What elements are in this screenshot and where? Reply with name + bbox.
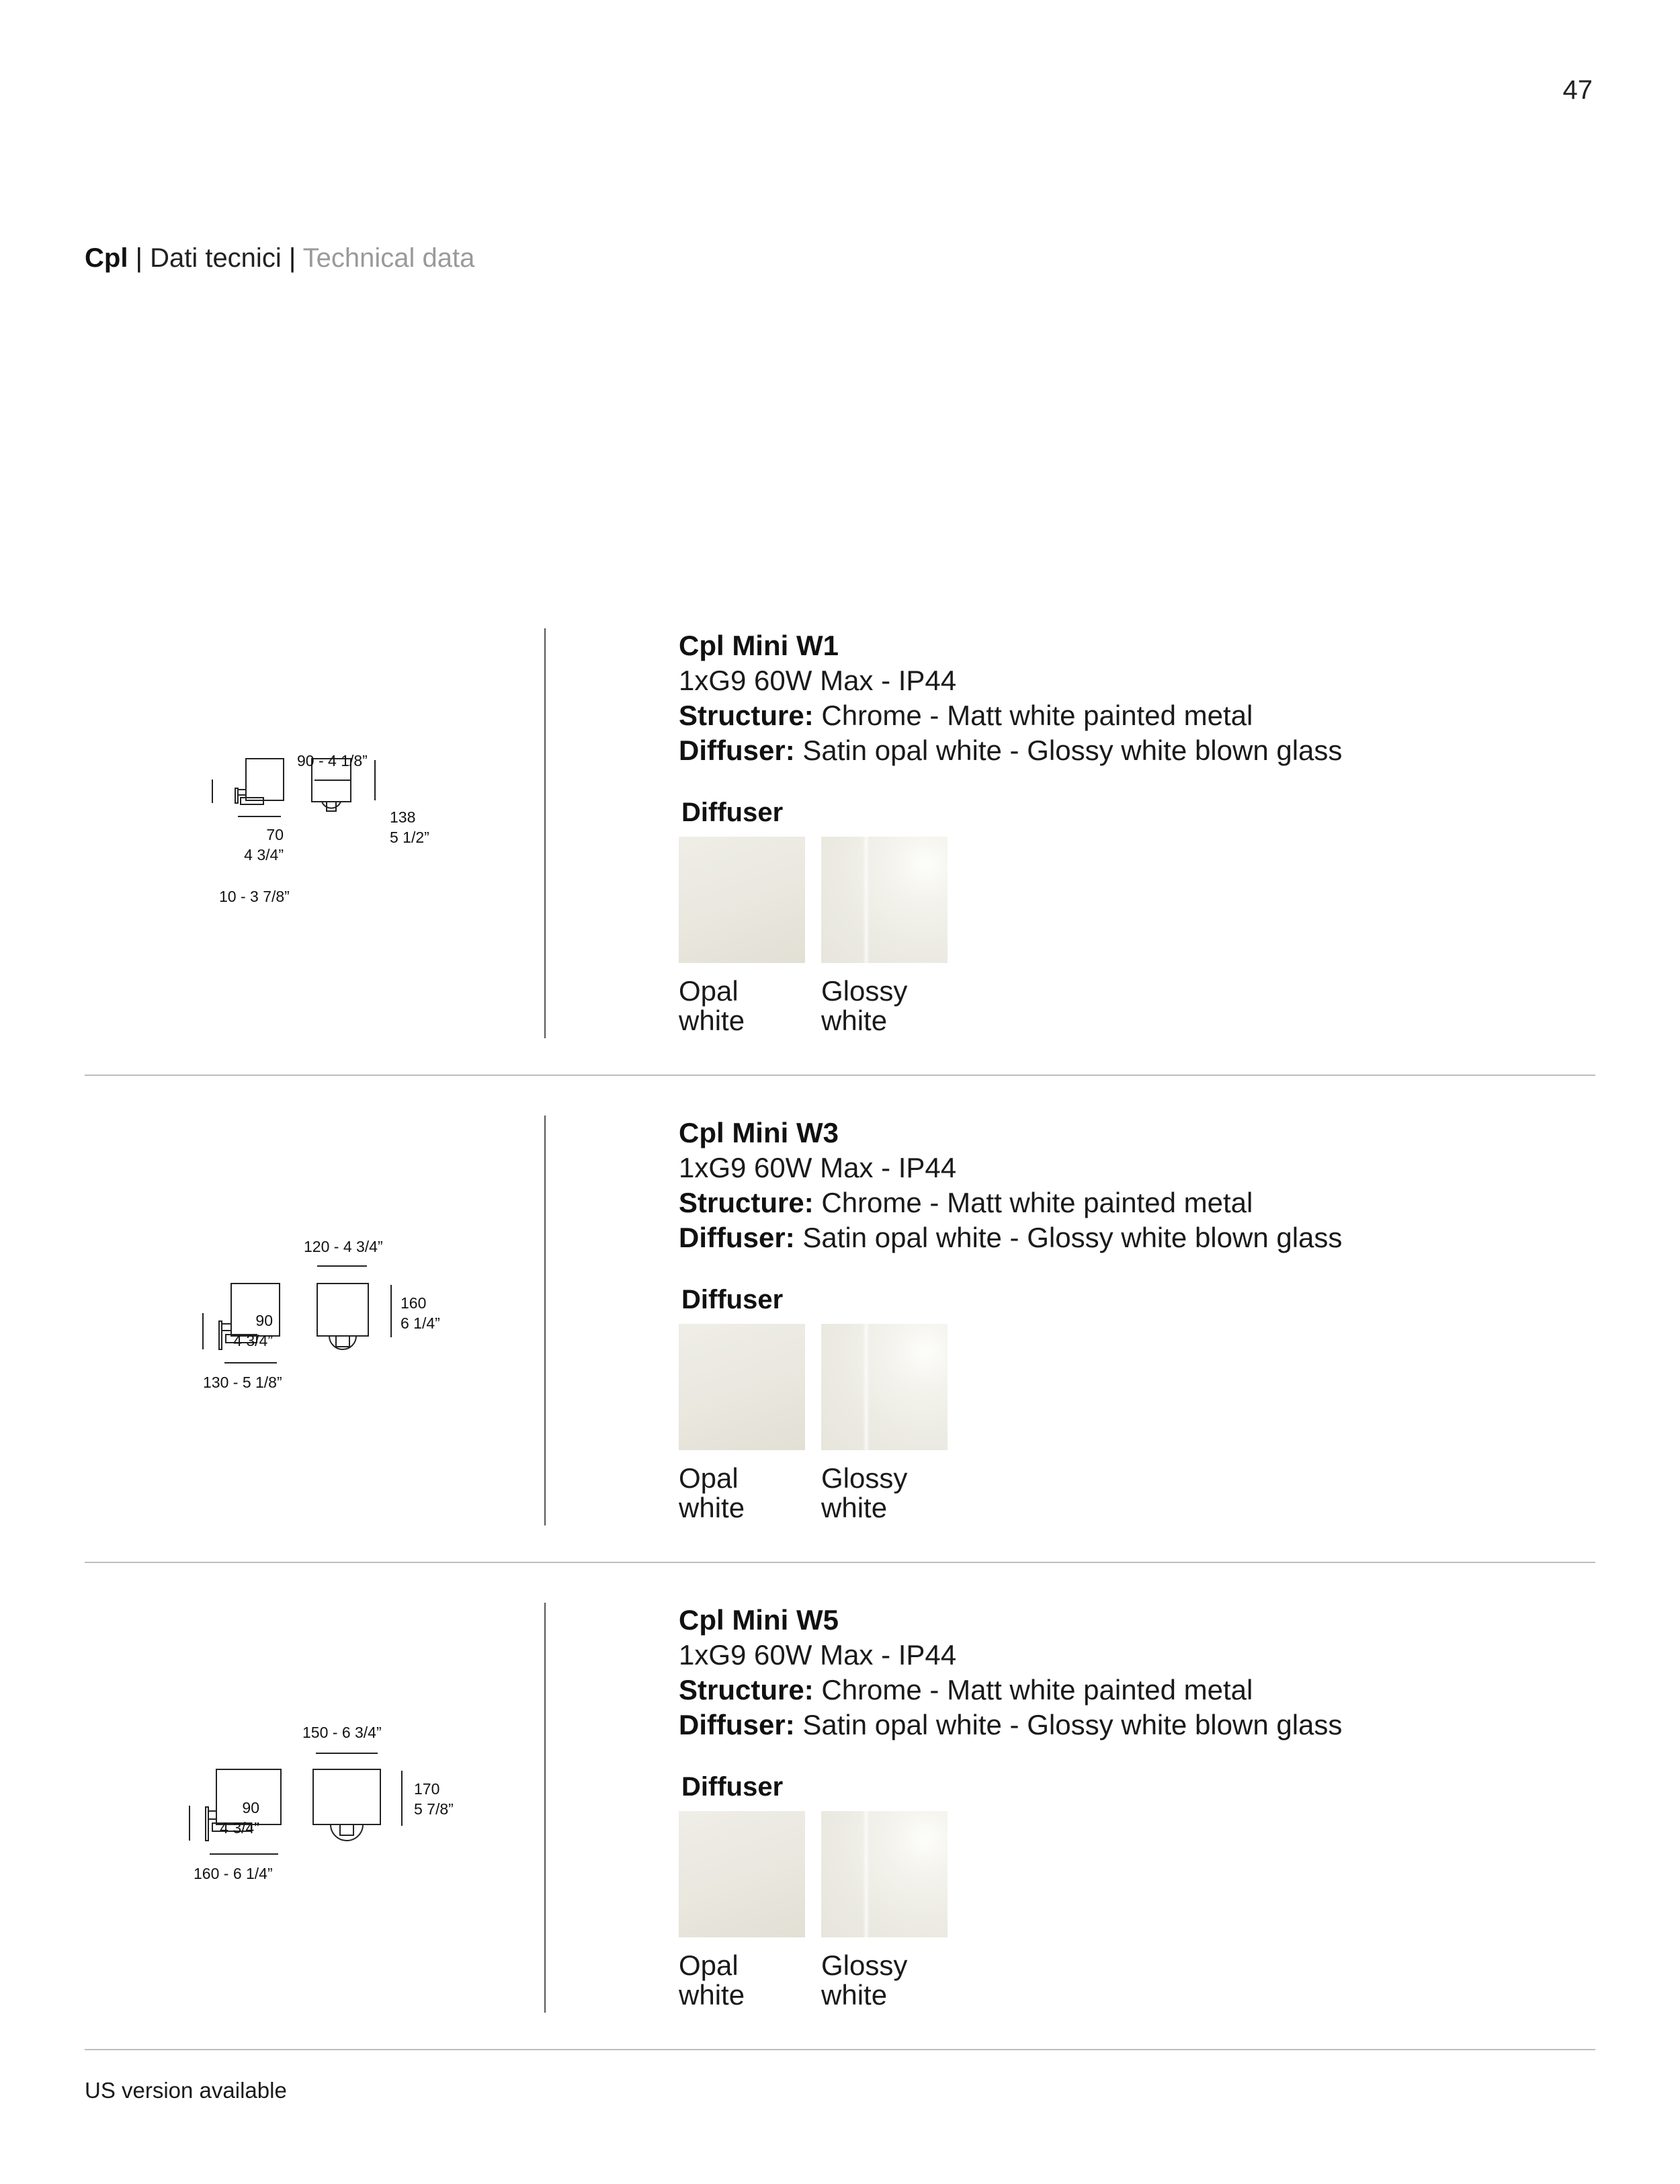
- divider-horizontal: [85, 2049, 1595, 2050]
- divider-vertical: [544, 1116, 546, 1525]
- product-diffuser: Diffuser: Satin opal white - Glossy white blown glass: [679, 1222, 1343, 1253]
- dim-height-in: 5 1/2”: [390, 829, 429, 846]
- dim-depth-in: 4 3/4”: [233, 1332, 273, 1349]
- dim-width: 120 - 4 3/4”: [304, 1238, 383, 1255]
- header-italian: Dati tecnici: [150, 243, 282, 273]
- swatch-label-glossy: Glossy white: [821, 1462, 908, 1523]
- dim-depth-mm: 70: [266, 826, 284, 843]
- header-separator: |: [288, 243, 296, 273]
- divider-vertical: [544, 628, 546, 1038]
- product-diffuser: Diffuser: Satin opal white - Glossy white blown glass: [679, 734, 1343, 766]
- swatch-label-glossy: Glossy white: [821, 1949, 908, 2011]
- product-section-w1: [85, 628, 1595, 1112]
- dim-height-in: 5 7/8”: [414, 1800, 454, 1818]
- product-info: [679, 628, 1552, 1036]
- product-structure: Structure: Chrome - Matt white painted metal: [679, 1187, 1253, 1218]
- product-info: [679, 1116, 1552, 1523]
- diffuser-title: Diffuser: [681, 798, 784, 827]
- dim-height-mm: 170: [414, 1780, 440, 1798]
- dim-base: 160 - 6 1/4”: [194, 1865, 273, 1882]
- swatch-opal-white: [679, 837, 805, 963]
- diffuser-title: Diffuser: [681, 1772, 784, 1802]
- dimension-drawing: [85, 628, 542, 1045]
- divider-horizontal: [85, 1075, 1595, 1076]
- swatch-label-glossy: Glossy white: [821, 975, 908, 1036]
- product-lamp: 1xG9 60W Max - IP44: [679, 1639, 957, 1671]
- product-lamp: 1xG9 60W Max - IP44: [679, 665, 957, 696]
- diffuser-title: Diffuser: [681, 1285, 784, 1314]
- swatch-glossy-white: [821, 1811, 948, 1937]
- dim-depth-in: 4 3/4”: [220, 1819, 259, 1837]
- product-info: [679, 1603, 1552, 2011]
- dim-height-mm: 160: [401, 1294, 427, 1312]
- swatch-opal-white: [679, 1324, 805, 1450]
- product-name: Cpl Mini W1: [679, 630, 839, 661]
- dim-depth-mm: 90: [255, 1312, 273, 1329]
- swatch-label-opal: Opal white: [679, 975, 745, 1036]
- dim-width: 150 - 6 3/4”: [302, 1724, 382, 1741]
- dimension-drawing: [85, 1603, 542, 2019]
- dim-depth-mm: 90: [242, 1799, 259, 1816]
- divider-vertical: [544, 1603, 546, 2013]
- page-number: 47: [1562, 75, 1593, 105]
- swatch-glossy-white: [821, 837, 948, 963]
- dim-depth-in: 4 3/4”: [244, 846, 284, 864]
- swatch-label-opal: Opal white: [679, 1949, 745, 2011]
- product-section-w5: [85, 1603, 1595, 2087]
- dim-height-in: 6 1/4”: [401, 1314, 440, 1332]
- dim-base: 130 - 5 1/8”: [203, 1374, 282, 1391]
- product-name: Cpl Mini W3: [679, 1117, 839, 1148]
- dim-height-mm: 138: [390, 808, 416, 826]
- dim-base: 10 - 3 7/8”: [219, 888, 290, 905]
- product-lamp: 1xG9 60W Max - IP44: [679, 1152, 957, 1183]
- product-name: Cpl Mini W5: [679, 1604, 839, 1636]
- header-brand: Cpl: [85, 243, 128, 273]
- divider-horizontal: [85, 1562, 1595, 1563]
- product-structure: Structure: Chrome - Matt white painted metal: [679, 700, 1253, 731]
- dimension-lines-icon: [85, 628, 542, 1045]
- swatch-opal-white: [679, 1811, 805, 1937]
- dimension-drawing: [85, 1116, 542, 1532]
- swatch-glossy-white: [821, 1324, 948, 1450]
- page-title: [85, 243, 474, 274]
- product-structure: Structure: Chrome - Matt white painted metal: [679, 1674, 1253, 1706]
- dim-width: 90 - 4 1/8”: [297, 752, 368, 769]
- header-separator: |: [135, 243, 142, 273]
- header-english: Technical data: [302, 243, 475, 273]
- product-diffuser: Diffuser: Satin opal white - Glossy white blown glass: [679, 1709, 1343, 1740]
- footer-note: US version available: [85, 2078, 287, 2103]
- product-section-w3: [85, 1116, 1595, 1599]
- swatch-label-opal: Opal white: [679, 1462, 745, 1523]
